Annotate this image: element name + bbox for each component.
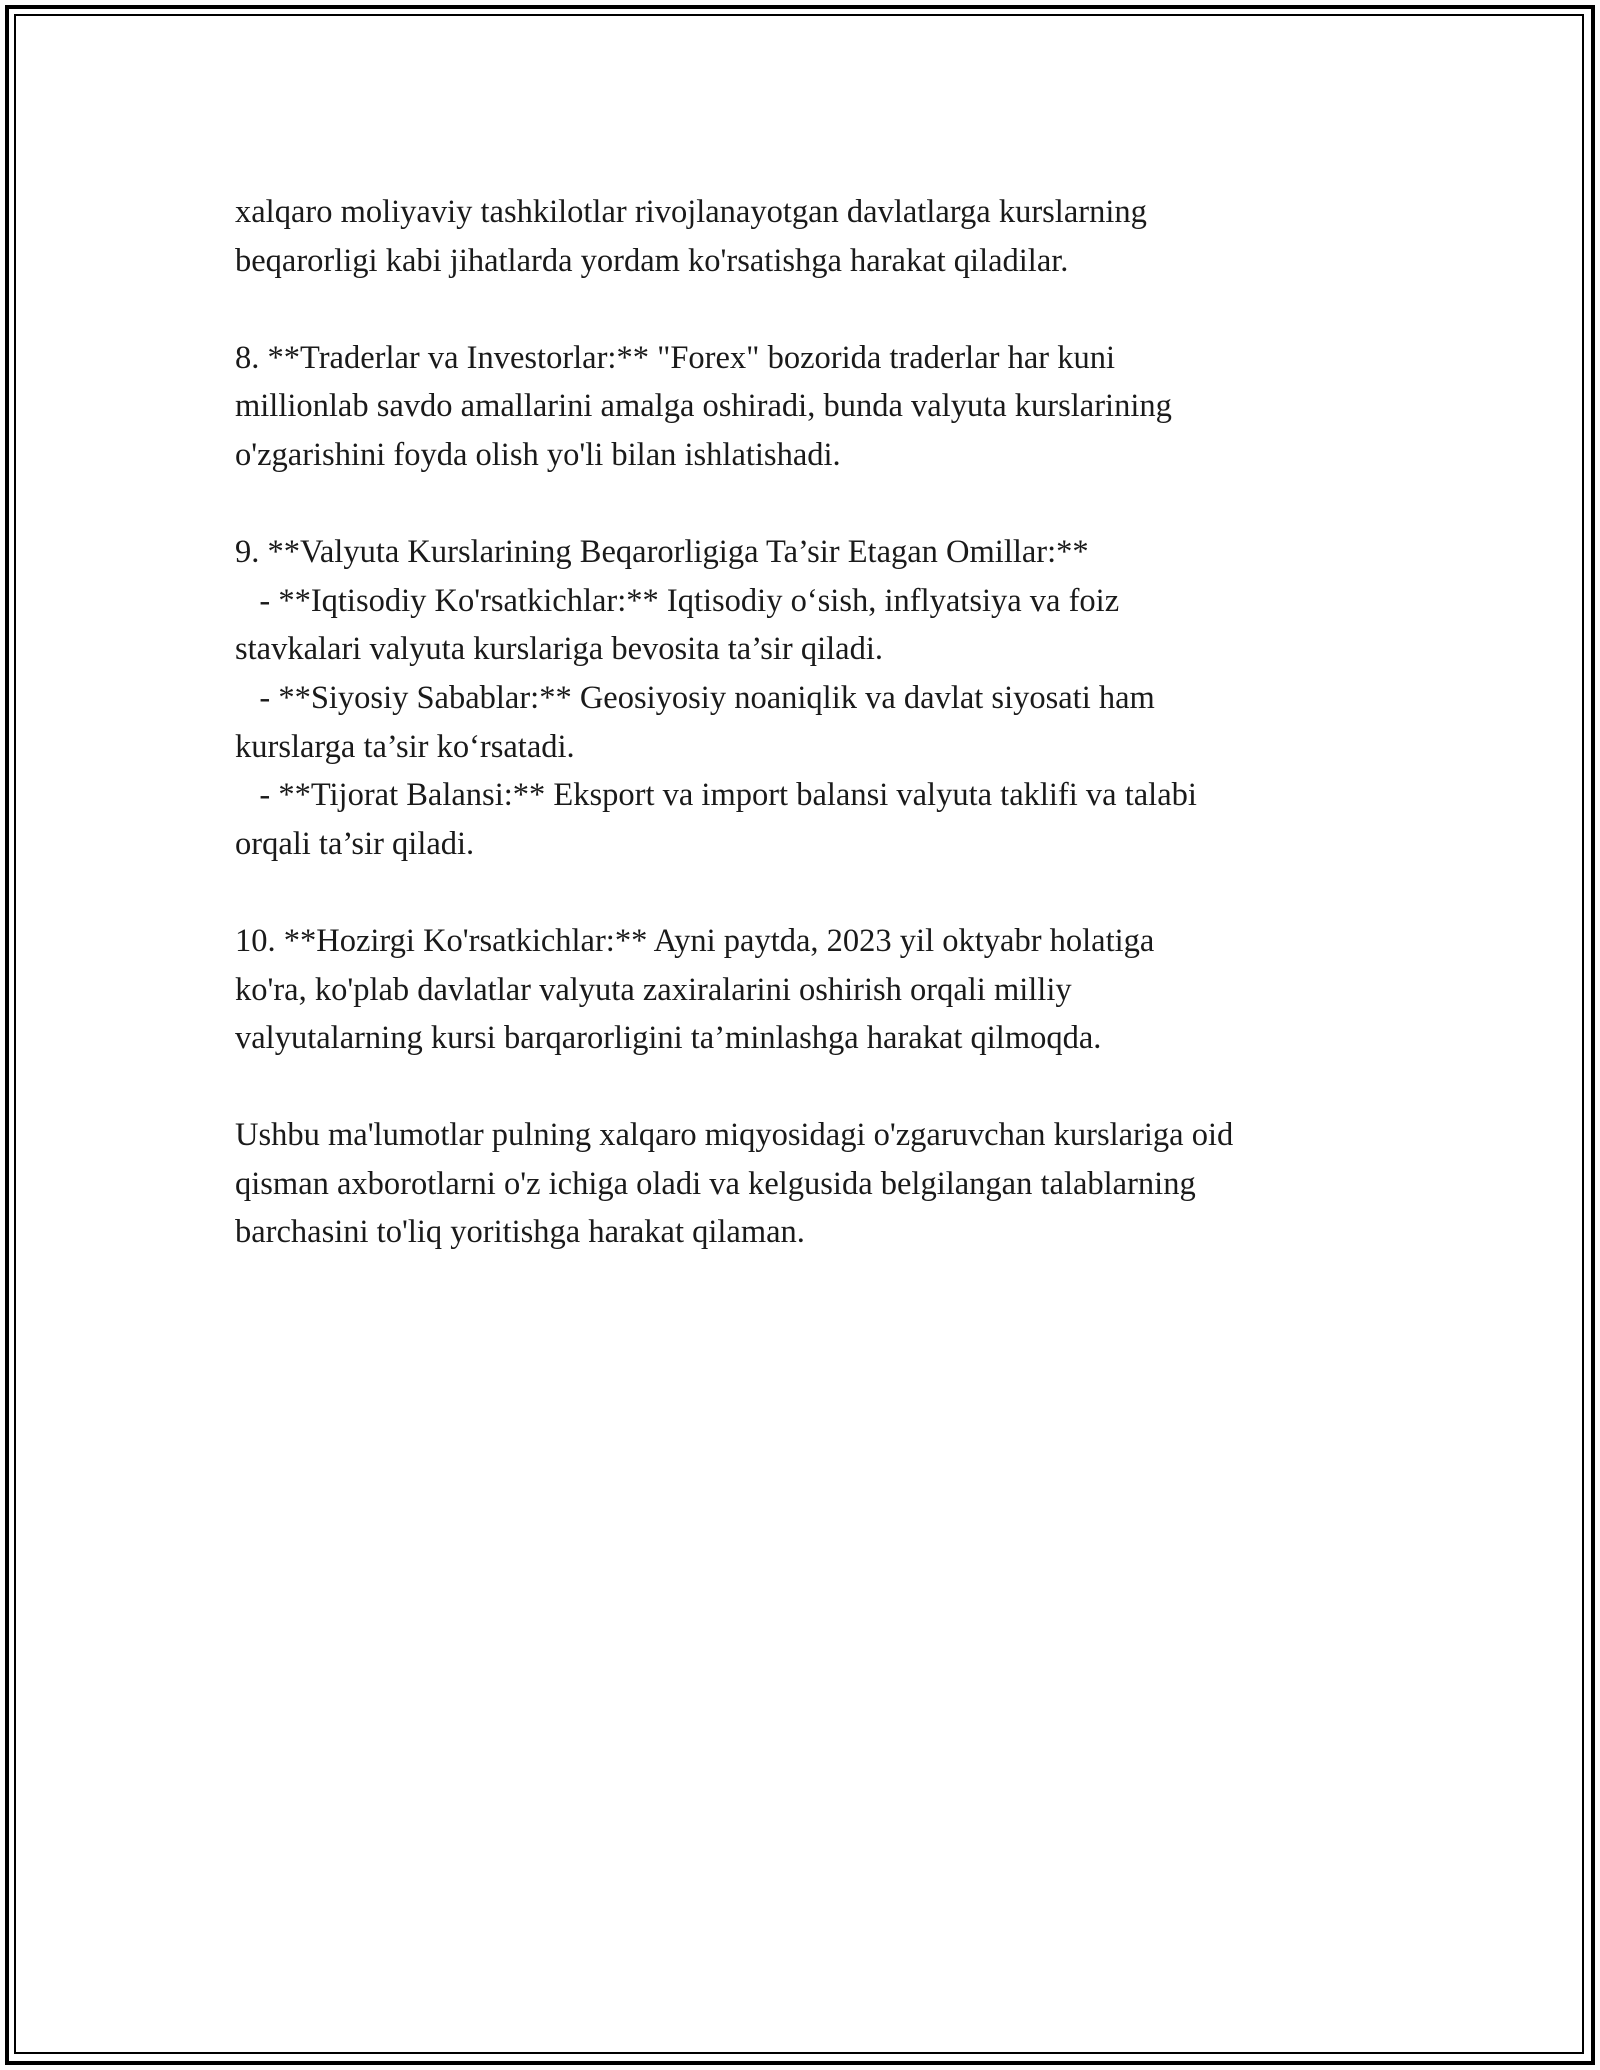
- list-item-9: [235, 528, 1415, 868]
- text-line: Ushbu ma'lumotlar pulning xalqaro miqyosidagi o'zgaruvchan kurslariga oid: [235, 1117, 1234, 1154]
- text-line: o'zgarishini foyda olish yo'li bilan ishlatishadi.: [235, 436, 841, 473]
- list-item-10: [235, 917, 1415, 1063]
- sub-bullet-line: - **Iqtisodiy Ko'rsatkichlar:** Iqtisodiy o‘sish, inflyatsiya va foiz: [235, 582, 1120, 619]
- document-body: [235, 188, 1415, 1257]
- text-line: beqarorligi kabi jihatlarda yordam ko'rsatishga harakat qiladilar.: [235, 242, 1069, 279]
- text-line: valyutalarning kursi barqarorligini ta’minlashga harakat qilmoqda.: [235, 1020, 1102, 1057]
- text-line: 8. **Traderlar va Investorlar:** "Forex" bozorida traderlar har kuni: [235, 339, 1115, 376]
- text-line: stavkalari valyuta kurslariga bevosita ta’sir qiladi.: [235, 631, 884, 668]
- text-line: millionlab savdo amallarini amalga oshiradi, bunda valyuta kurslarining: [235, 388, 1172, 425]
- sub-bullet-line: - **Siyosiy Sabablar:** Geosiyosiy noaniqlik va davlat siyosati ham: [235, 679, 1155, 716]
- text-line: qisman axborotlarni o'z ichiga oladi va kelgusida belgilangan talablarning: [235, 1165, 1196, 1202]
- text-line: 10. **Hozirgi Ko'rsatkichlar:** Ayni paytda, 2023 yil oktyabr holatiga: [235, 922, 1155, 959]
- sub-bullet-line: - **Tijorat Balansi:** Eksport va import balansi valyuta taklifi va talabi: [235, 777, 1197, 814]
- text-line: orqali ta’sir qiladi.: [235, 825, 475, 862]
- text-line: xalqaro moliyaviy tashkilotlar rivojlanayotgan davlatlarga kurslarning: [235, 194, 1147, 230]
- paragraph-spacer: [235, 480, 1415, 529]
- paragraph-spacer: [235, 1063, 1415, 1112]
- text-line: 9. **Valyuta Kurslarining Beqarorligiga Ta’sir Etagan Omillar:**: [235, 534, 1089, 571]
- paragraph-spacer: [235, 285, 1415, 334]
- text-line: ko'ra, ko'plab davlatlar valyuta zaxiralarini oshirish orqali milliy: [235, 971, 1072, 1008]
- list-item-8: [235, 334, 1415, 480]
- text-line: barchasini to'liq yoritishga harakat qilaman.: [235, 1214, 805, 1251]
- paragraph-continuation: [235, 188, 1415, 285]
- paragraph-spacer: [235, 868, 1415, 917]
- text-line: kurslarga ta’sir ko‘rsatadi.: [235, 728, 575, 765]
- paragraph-closing: [235, 1111, 1415, 1257]
